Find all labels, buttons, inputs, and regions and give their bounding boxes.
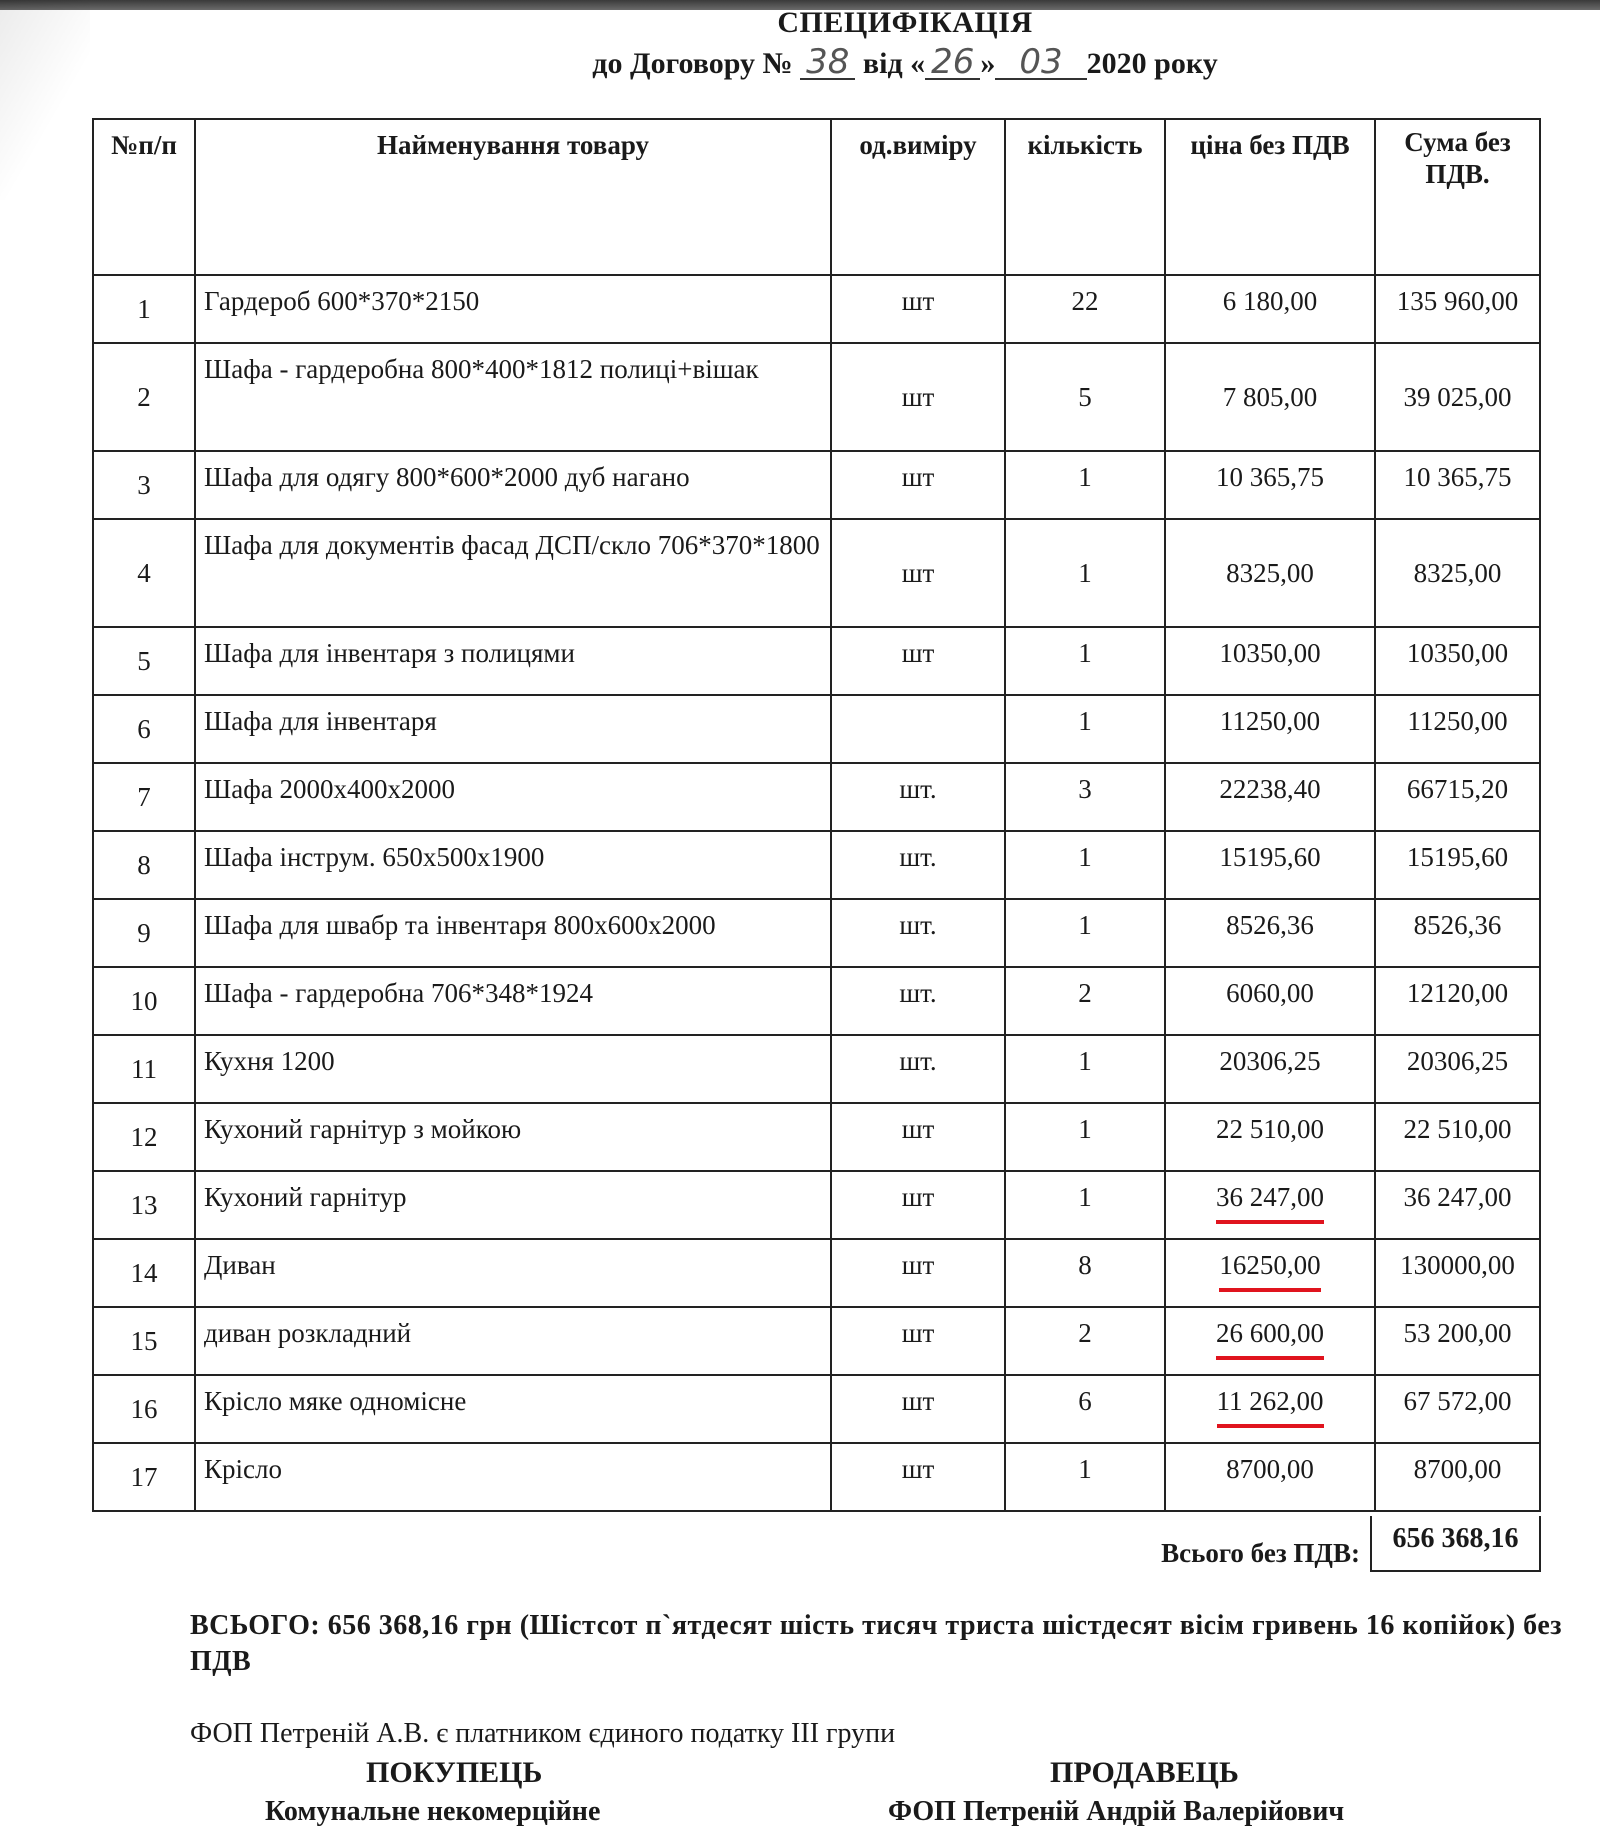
cell-name-text: Гардероб 600*370*2150 bbox=[204, 286, 480, 316]
cell-num-text: 8 bbox=[137, 850, 151, 880]
table-row bbox=[93, 831, 1540, 899]
cell-unit-text: шт bbox=[901, 1386, 935, 1416]
cell-num bbox=[93, 763, 195, 831]
cell-unit-text: шт bbox=[901, 1114, 935, 1144]
cell-num bbox=[93, 1171, 195, 1239]
cell-qty-text: 1 bbox=[1078, 638, 1092, 668]
cell-name bbox=[195, 451, 831, 519]
cell-name-text: Шафа 2000х400х2000 bbox=[204, 774, 455, 804]
cell-name-text: Крісло bbox=[204, 1454, 282, 1484]
table-row bbox=[93, 519, 1540, 627]
cell-unit-text: шт bbox=[901, 462, 935, 492]
cell-sum-text: 66715,20 bbox=[1406, 774, 1509, 804]
cell-sum bbox=[1375, 831, 1540, 899]
cell-sum bbox=[1375, 1171, 1540, 1239]
cell-qty-text: 1 bbox=[1078, 462, 1092, 492]
cell-name bbox=[195, 1239, 831, 1307]
cell-num-text: 4 bbox=[137, 558, 151, 588]
cell-qty-text: 3 bbox=[1078, 774, 1092, 804]
cell-num bbox=[93, 1443, 195, 1511]
cell-unit bbox=[831, 1443, 1005, 1511]
cell-num-text: 7 bbox=[137, 782, 151, 812]
cell-num bbox=[93, 343, 195, 451]
cell-qty bbox=[1005, 1443, 1165, 1511]
cell-price-text: 6060,00 bbox=[1226, 978, 1314, 1008]
cell-price-text: 26 600,00 bbox=[1216, 1314, 1324, 1360]
cell-price-text: 7 805,00 bbox=[1222, 382, 1318, 412]
cell-num-text: 2 bbox=[137, 382, 151, 412]
cell-price bbox=[1165, 1443, 1375, 1511]
cell-price bbox=[1165, 695, 1375, 763]
cell-name bbox=[195, 1171, 831, 1239]
cell-sum bbox=[1375, 695, 1540, 763]
table-row bbox=[93, 967, 1540, 1035]
cell-qty-text: 2 bbox=[1078, 1318, 1092, 1348]
cell-name-text: Кухоний гарнітур з мойкою bbox=[204, 1114, 522, 1144]
cell-unit bbox=[831, 343, 1005, 451]
cell-unit-text: шт bbox=[901, 558, 935, 588]
cell-sum bbox=[1375, 627, 1540, 695]
table-row bbox=[93, 1035, 1540, 1103]
cell-name bbox=[195, 275, 831, 343]
cell-name bbox=[195, 519, 831, 627]
cell-unit bbox=[831, 695, 1005, 763]
header-qty: кількість bbox=[1005, 119, 1165, 275]
cell-price-text: 10 365,75 bbox=[1216, 462, 1324, 492]
buyer-title: ПОКУПЕЦЬ bbox=[366, 1756, 543, 1789]
seller-name: ФОП Петреній Андрій Валерійович bbox=[888, 1796, 1345, 1827]
cell-unit-text: шт bbox=[901, 638, 935, 668]
cell-sum-text: 36 247,00 bbox=[1403, 1182, 1512, 1212]
cell-sum-text: 20306,25 bbox=[1406, 1046, 1509, 1076]
cell-unit bbox=[831, 519, 1005, 627]
cell-num-text: 16 bbox=[130, 1394, 158, 1424]
table-row bbox=[93, 451, 1540, 519]
cell-sum bbox=[1375, 899, 1540, 967]
cell-sum-text: 135 960,00 bbox=[1396, 286, 1519, 316]
cell-unit bbox=[831, 451, 1005, 519]
cell-price bbox=[1165, 899, 1375, 967]
cell-sum-text: 8526,36 bbox=[1413, 910, 1502, 940]
cell-num-text: 5 bbox=[137, 646, 151, 676]
cell-name bbox=[195, 1103, 831, 1171]
cell-price-text: 11 262,00 bbox=[1217, 1382, 1324, 1428]
header-price: ціна без ПДВ bbox=[1165, 119, 1375, 275]
date-day: 26 bbox=[925, 46, 980, 80]
table-row bbox=[93, 899, 1540, 967]
cell-sum bbox=[1375, 1239, 1540, 1307]
header-sum: Сума без ПДВ. bbox=[1375, 119, 1540, 275]
table-row bbox=[93, 343, 1540, 451]
cell-unit-text: шт bbox=[901, 1454, 935, 1484]
table-row bbox=[93, 1103, 1540, 1171]
cell-sum bbox=[1375, 1375, 1540, 1443]
cell-price-text: 8700,00 bbox=[1226, 1454, 1314, 1484]
cell-num bbox=[93, 1375, 195, 1443]
cell-name bbox=[195, 831, 831, 899]
cell-price-text: 6 180,00 bbox=[1222, 286, 1318, 316]
cell-price bbox=[1165, 763, 1375, 831]
subtitle-prefix: до Договору № bbox=[592, 47, 793, 80]
contract-number: 38 bbox=[800, 46, 855, 80]
cell-name-text: Шафа для одягу 800*600*2000 дуб нагано bbox=[204, 462, 690, 492]
cell-price-text: 10350,00 bbox=[1219, 638, 1321, 668]
cell-name bbox=[195, 1035, 831, 1103]
cell-unit bbox=[831, 1035, 1005, 1103]
cell-unit bbox=[831, 763, 1005, 831]
buyer-name: Комунальне некомерційне bbox=[265, 1796, 601, 1827]
cell-unit-text: шт bbox=[901, 382, 935, 412]
date-sep: » bbox=[980, 47, 996, 80]
cell-unit-text: шт. bbox=[899, 910, 937, 940]
cell-sum bbox=[1375, 1035, 1540, 1103]
cell-sum bbox=[1375, 519, 1540, 627]
cell-price bbox=[1165, 1307, 1375, 1375]
cell-num bbox=[93, 831, 195, 899]
cell-num-text: 15 bbox=[130, 1326, 158, 1356]
cell-unit bbox=[831, 1307, 1005, 1375]
cell-price-text: 22 510,00 bbox=[1216, 1114, 1324, 1144]
cell-sum-text: 10 365,75 bbox=[1403, 462, 1512, 492]
cell-price bbox=[1165, 451, 1375, 519]
table-row bbox=[93, 1443, 1540, 1511]
cell-qty bbox=[1005, 451, 1165, 519]
date-from: від « bbox=[862, 47, 926, 80]
cell-unit bbox=[831, 1171, 1005, 1239]
cell-num-text: 6 bbox=[137, 714, 151, 744]
cell-qty-text: 1 bbox=[1078, 1182, 1092, 1212]
cell-name bbox=[195, 967, 831, 1035]
header-unit: од.виміру bbox=[831, 119, 1005, 275]
cell-unit-text: шт bbox=[901, 1182, 935, 1212]
cell-num bbox=[93, 695, 195, 763]
cell-price bbox=[1165, 1171, 1375, 1239]
cell-num bbox=[93, 967, 195, 1035]
specification-table bbox=[92, 118, 1541, 1512]
cell-qty-text: 1 bbox=[1078, 1046, 1092, 1076]
cell-num-text: 10 bbox=[130, 986, 158, 1016]
cell-unit-text: шт. bbox=[899, 978, 937, 1008]
cell-name-text: диван розкладний bbox=[204, 1318, 412, 1348]
cell-qty bbox=[1005, 275, 1165, 343]
cell-unit-text: шт bbox=[901, 1250, 935, 1280]
table-row bbox=[93, 1375, 1540, 1443]
cell-sum bbox=[1375, 1443, 1540, 1511]
cell-price bbox=[1165, 519, 1375, 627]
cell-qty bbox=[1005, 695, 1165, 763]
cell-sum-text: 8325,00 bbox=[1413, 558, 1502, 588]
date-month: 03 bbox=[995, 46, 1086, 80]
cell-qty-text: 1 bbox=[1078, 842, 1092, 872]
cell-price bbox=[1165, 1103, 1375, 1171]
cell-sum-text: 11250,00 bbox=[1407, 706, 1508, 736]
sum-in-words: ВСЬОГО: 656 368,16 грн (Шістсот п`ятдесят шість тисяч триста шістдесят вісім гривень 16 копійок) без ПДВ bbox=[190, 1610, 1562, 1677]
total-label: Всього без ПДВ: bbox=[1161, 1538, 1360, 1568]
cell-qty bbox=[1005, 831, 1165, 899]
cell-num bbox=[93, 275, 195, 343]
date-year: 2020 року bbox=[1086, 47, 1218, 80]
cell-qty-text: 1 bbox=[1078, 1454, 1092, 1484]
cell-price bbox=[1165, 343, 1375, 451]
table-header-row bbox=[93, 119, 1540, 275]
cell-price bbox=[1165, 831, 1375, 899]
cell-name bbox=[195, 343, 831, 451]
cell-num bbox=[93, 1035, 195, 1103]
cell-sum-text: 15195,60 bbox=[1406, 842, 1509, 872]
cell-num-text: 11 bbox=[131, 1054, 157, 1084]
cell-sum-text: 10350,00 bbox=[1406, 638, 1509, 668]
cell-num-text: 13 bbox=[130, 1190, 158, 1220]
cell-name-text: Крісло мяке одномісне bbox=[204, 1386, 467, 1416]
cell-price bbox=[1165, 1035, 1375, 1103]
cell-name bbox=[195, 627, 831, 695]
cell-qty-text: 1 bbox=[1078, 706, 1092, 736]
cell-qty bbox=[1005, 899, 1165, 967]
cell-num-text: 17 bbox=[130, 1462, 158, 1492]
cell-qty-text: 8 bbox=[1078, 1250, 1092, 1280]
cell-name bbox=[195, 695, 831, 763]
cell-qty bbox=[1005, 967, 1165, 1035]
tax-note: ФОП Петреній А.В. є платником єдиного податку ІІІ групи bbox=[190, 1718, 896, 1749]
cell-price-text: 8526,36 bbox=[1226, 910, 1314, 940]
cell-sum bbox=[1375, 1307, 1540, 1375]
table-row bbox=[93, 695, 1540, 763]
cell-name-text: Шафа для документів фасад ДСП/скло 706*370*1800 bbox=[204, 530, 820, 560]
cell-name-text: Шафа - гардеробна 800*400*1812 полиці+вішак bbox=[204, 354, 759, 384]
cell-qty bbox=[1005, 519, 1165, 627]
cell-name bbox=[195, 1375, 831, 1443]
cell-name bbox=[195, 1443, 831, 1511]
total-value: 656 368,16 bbox=[1370, 1516, 1541, 1572]
cell-name-text: Шафа - гардеробна 706*348*1924 bbox=[204, 978, 594, 1008]
cell-qty-text: 1 bbox=[1078, 558, 1092, 588]
cell-unit bbox=[831, 627, 1005, 695]
cell-num-text: 12 bbox=[130, 1122, 158, 1152]
cell-qty bbox=[1005, 343, 1165, 451]
cell-price-text: 16250,00 bbox=[1219, 1246, 1320, 1292]
cell-name bbox=[195, 899, 831, 967]
cell-num bbox=[93, 1307, 195, 1375]
cell-sum-text: 53 200,00 bbox=[1403, 1318, 1512, 1348]
cell-sum-text: 39 025,00 bbox=[1403, 382, 1512, 412]
cell-num bbox=[93, 1103, 195, 1171]
cell-qty-text: 1 bbox=[1078, 910, 1092, 940]
cell-price bbox=[1165, 275, 1375, 343]
cell-name bbox=[195, 763, 831, 831]
cell-qty-text: 22 bbox=[1071, 286, 1099, 316]
cell-name-text: Диван bbox=[204, 1250, 276, 1280]
cell-price bbox=[1165, 1375, 1375, 1443]
cell-num bbox=[93, 1239, 195, 1307]
header-num: №п/п bbox=[93, 119, 195, 275]
cell-price bbox=[1165, 1239, 1375, 1307]
cell-qty bbox=[1005, 1239, 1165, 1307]
cell-num-text: 9 bbox=[137, 918, 151, 948]
cell-num bbox=[93, 519, 195, 627]
cell-unit-text: шт. bbox=[899, 1046, 937, 1076]
cell-qty bbox=[1005, 1103, 1165, 1171]
cell-num-text: 1 bbox=[137, 294, 151, 324]
cell-price-text: 11250,00 bbox=[1219, 706, 1321, 736]
table-row bbox=[93, 627, 1540, 695]
cell-price-text: 8325,00 bbox=[1226, 558, 1314, 588]
cell-qty-text: 1 bbox=[1078, 1114, 1092, 1144]
cell-num-text: 14 bbox=[130, 1258, 158, 1288]
cell-sum-text: 130000,00 bbox=[1400, 1250, 1515, 1280]
cell-sum bbox=[1375, 763, 1540, 831]
cell-num bbox=[93, 451, 195, 519]
header-name: Найменування товару bbox=[195, 119, 831, 275]
cell-price-text: 22238,40 bbox=[1219, 774, 1321, 804]
cell-price bbox=[1165, 627, 1375, 695]
table-row bbox=[93, 275, 1540, 343]
cell-price-text: 20306,25 bbox=[1219, 1046, 1321, 1076]
cell-sum bbox=[1375, 343, 1540, 451]
table-row bbox=[93, 1307, 1540, 1375]
cell-qty bbox=[1005, 763, 1165, 831]
cell-unit-text: шт. bbox=[899, 774, 937, 804]
cell-qty bbox=[1005, 627, 1165, 695]
cell-sum-text: 8700,00 bbox=[1413, 1454, 1502, 1484]
cell-name-text: Шафа для інвентаря bbox=[204, 706, 437, 736]
cell-qty bbox=[1005, 1171, 1165, 1239]
cell-sum-text: 12120,00 bbox=[1406, 978, 1509, 1008]
cell-price-text: 36 247,00 bbox=[1216, 1178, 1324, 1224]
cell-sum bbox=[1375, 967, 1540, 1035]
cell-qty-text: 6 bbox=[1078, 1386, 1092, 1416]
cell-name-text: Шафа інструм. 650х500х1900 bbox=[204, 842, 545, 872]
cell-qty bbox=[1005, 1375, 1165, 1443]
cell-sum bbox=[1375, 275, 1540, 343]
cell-price bbox=[1165, 967, 1375, 1035]
cell-num bbox=[93, 899, 195, 967]
cell-unit-text: шт. bbox=[899, 842, 937, 872]
cell-sum-text: 67 572,00 bbox=[1403, 1386, 1512, 1416]
cell-sum-text: 22 510,00 bbox=[1403, 1114, 1512, 1144]
cell-name-text: Кухня 1200 bbox=[204, 1046, 335, 1076]
cell-name-text: Шафа для швабр та інвентаря 800х600х2000 bbox=[204, 910, 716, 940]
cell-unit bbox=[831, 831, 1005, 899]
cell-unit-text: шт bbox=[901, 286, 935, 316]
cell-sum bbox=[1375, 451, 1540, 519]
cell-name-text: Кухоний гарнітур bbox=[204, 1182, 407, 1212]
table-row bbox=[93, 1239, 1540, 1307]
cell-num-text: 3 bbox=[137, 470, 151, 500]
cell-qty bbox=[1005, 1035, 1165, 1103]
cell-unit bbox=[831, 899, 1005, 967]
cell-unit bbox=[831, 1103, 1005, 1171]
cell-unit bbox=[831, 1239, 1005, 1307]
cell-qty-text: 5 bbox=[1078, 382, 1092, 412]
document-title: СПЕЦИФІКАЦІЯ bbox=[777, 6, 1033, 39]
table-row bbox=[93, 1171, 1540, 1239]
cell-price-text: 15195,60 bbox=[1219, 842, 1321, 872]
cell-sum bbox=[1375, 1103, 1540, 1171]
cell-name bbox=[195, 1307, 831, 1375]
table-row bbox=[93, 763, 1540, 831]
document-subtitle bbox=[0, 42, 1600, 82]
cell-unit bbox=[831, 1375, 1005, 1443]
cell-unit-text: шт bbox=[901, 1318, 935, 1348]
cell-unit bbox=[831, 967, 1005, 1035]
cell-qty-text: 2 bbox=[1078, 978, 1092, 1008]
cell-qty bbox=[1005, 1307, 1165, 1375]
cell-name-text: Шафа для інвентаря з полицями bbox=[204, 638, 575, 668]
cell-num bbox=[93, 627, 195, 695]
seller-title: ПРОДАВЕЦЬ bbox=[1050, 1756, 1239, 1789]
cell-unit bbox=[831, 275, 1005, 343]
